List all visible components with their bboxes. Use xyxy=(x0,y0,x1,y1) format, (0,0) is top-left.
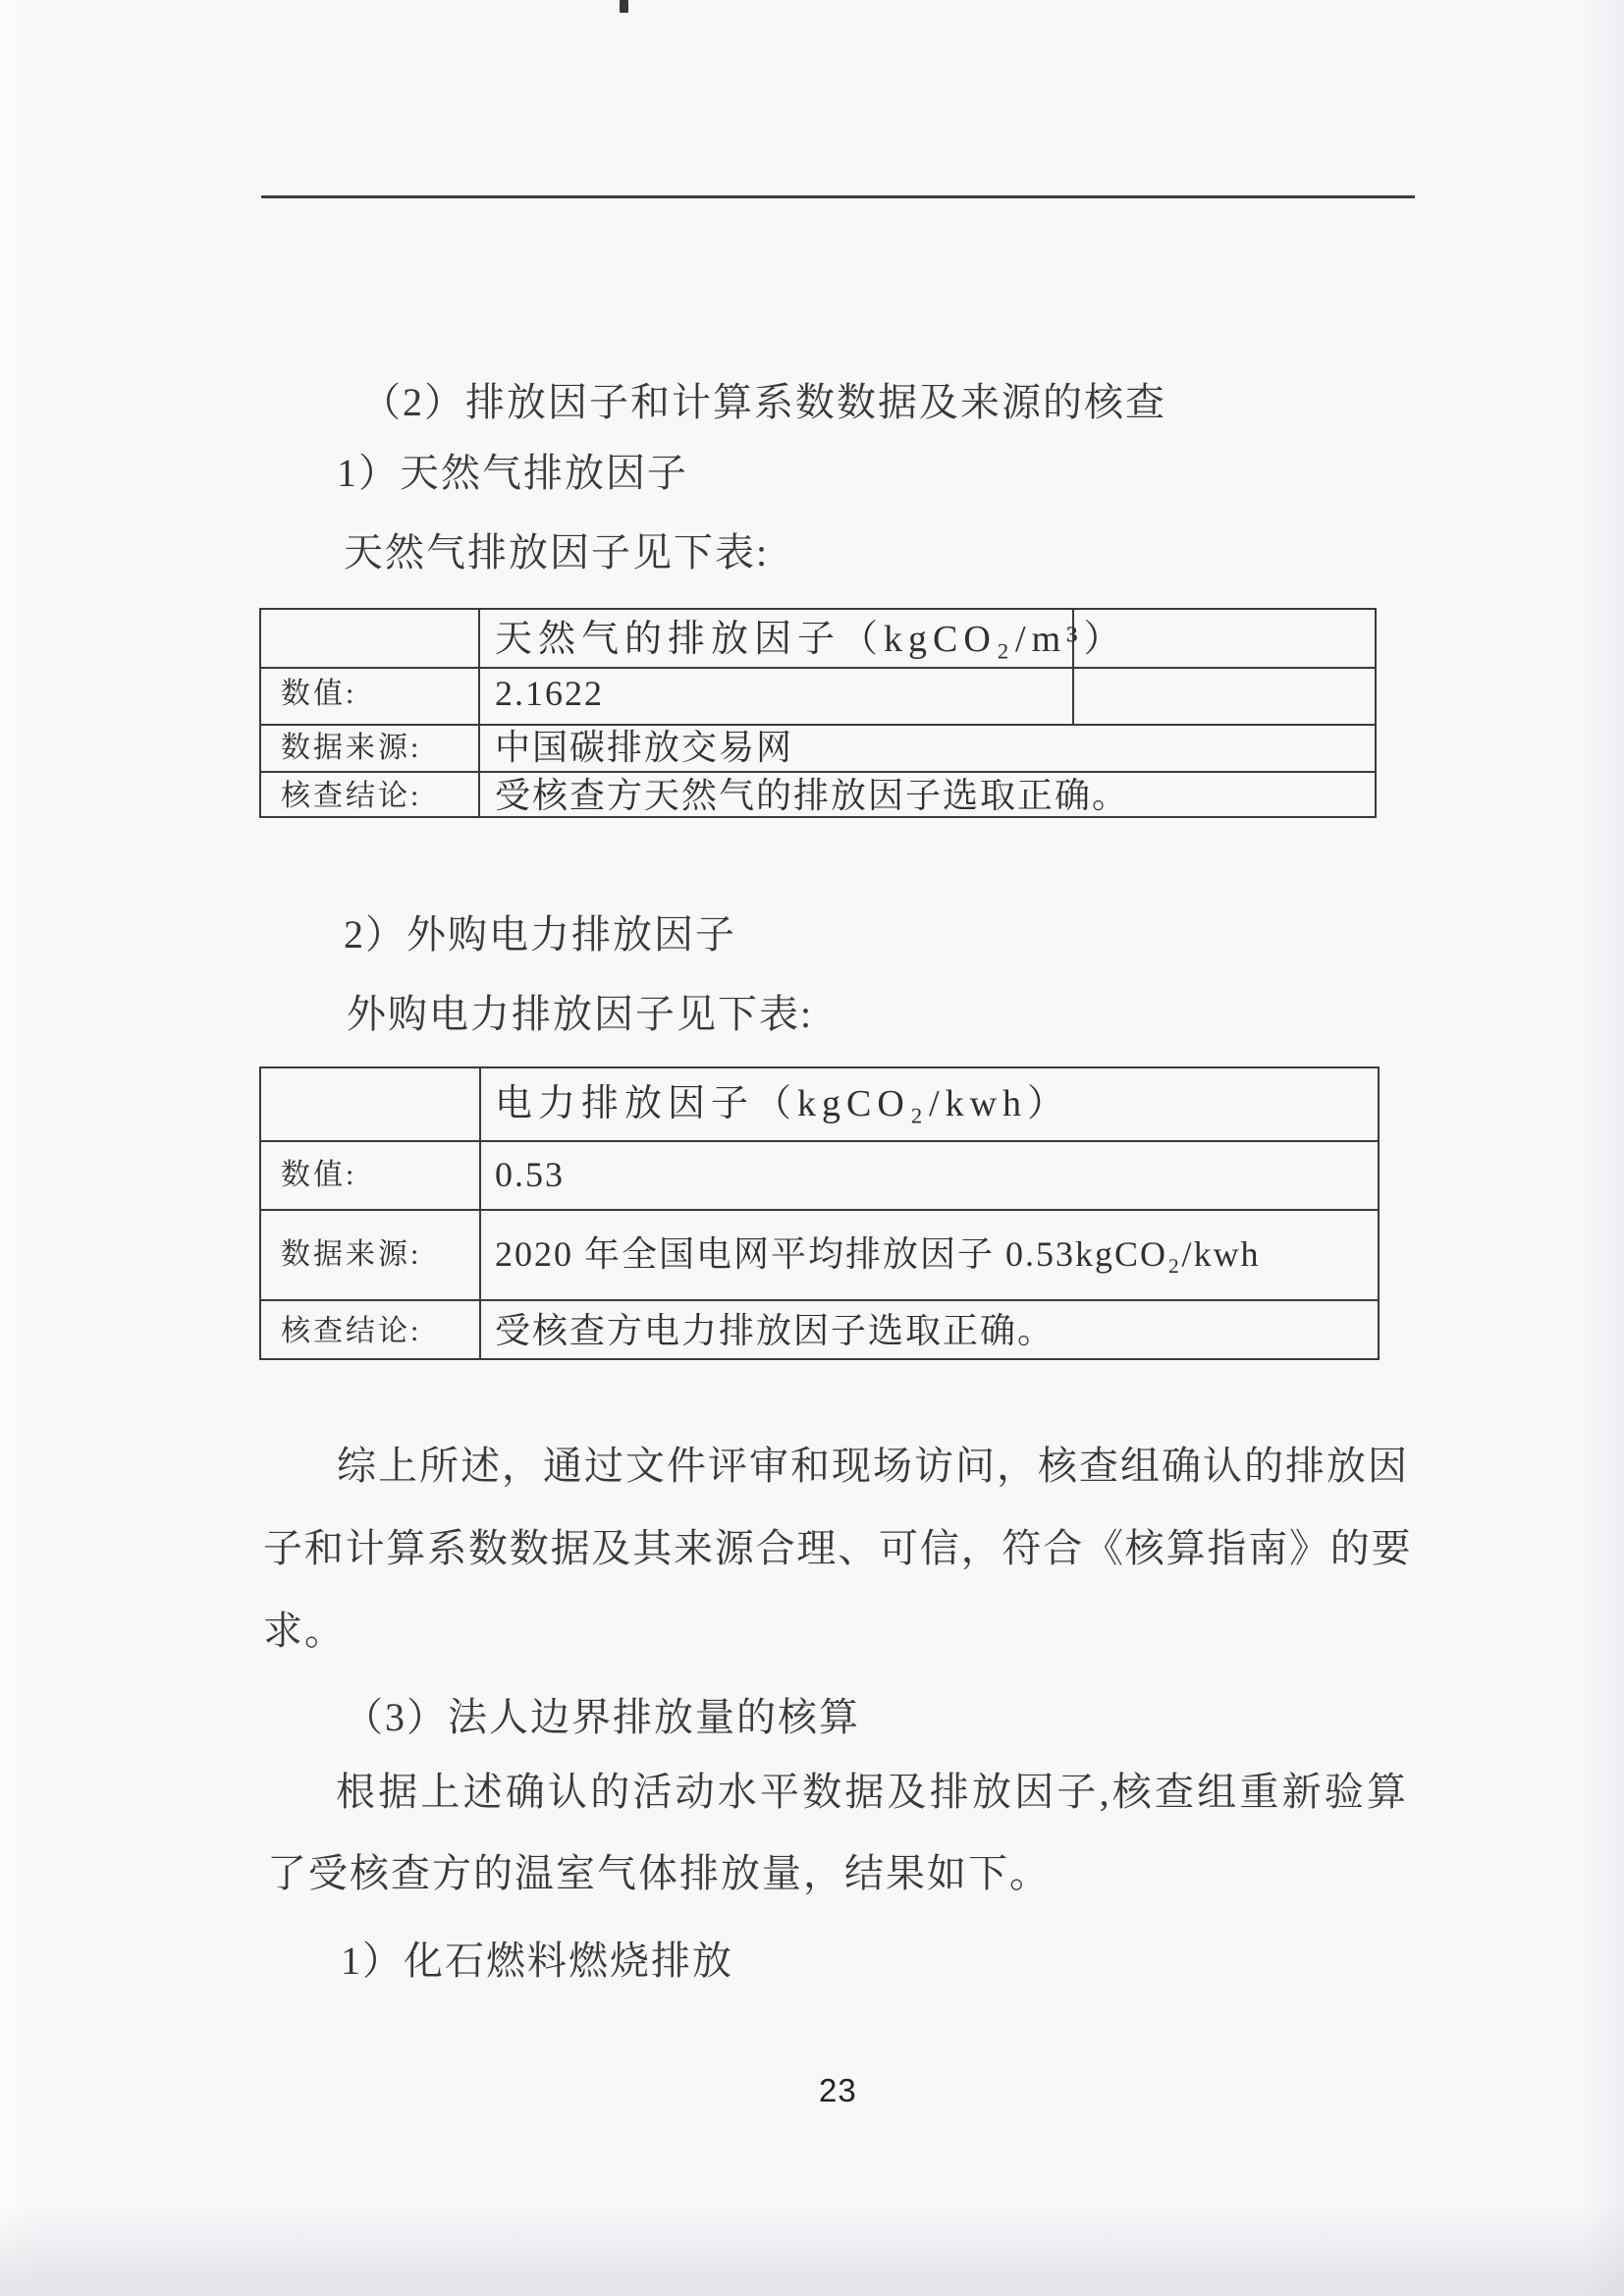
row-value: 2020 年全国电网平均排放因子 0.53kgCO₂/kwh xyxy=(495,1234,1261,1274)
summary-paragraph-line: 综上所述，通过文件评审和现场访问，核查组确认的排放因 xyxy=(337,1444,1409,1488)
table-row-divider xyxy=(261,771,1375,773)
recalculation-paragraph-line: 根据上述确认的活动水平数据及排放因子,核查组重新验算 xyxy=(336,1770,1410,1814)
table-column-divider xyxy=(479,1068,481,1358)
electricity-table-intro: 外购电力排放因子见下表: xyxy=(347,992,814,1036)
summary-paragraph-line: 求。 xyxy=(263,1609,346,1653)
table-row-divider xyxy=(261,1299,1378,1301)
row-value: 受核查方天然气的排放因子选取正确。 xyxy=(495,776,1130,815)
row-label: 数值: xyxy=(281,1159,357,1191)
row-value: 2.1622 xyxy=(495,674,604,713)
row-label: 核查结论: xyxy=(281,780,422,812)
table-row-divider xyxy=(261,1140,1378,1142)
table-row-divider xyxy=(261,1209,1378,1211)
heading-natural-gas-factor: 1）天然气排放因子 xyxy=(337,451,688,495)
row-label: 数值: xyxy=(281,678,357,710)
table-row-divider xyxy=(261,667,1375,669)
recalculation-paragraph-line: 了受核查方的温室气体排放量，结果如下。 xyxy=(267,1851,1051,1895)
scan-artifact-tick xyxy=(620,0,628,13)
heading-fossil-fuel-combustion: 1）化石燃料燃烧排放 xyxy=(341,1939,733,1983)
table-column-divider xyxy=(478,610,480,816)
table-row-divider xyxy=(261,724,1375,726)
electricity-factor-table xyxy=(259,1066,1380,1360)
row-value: 受核查方电力排放因子选取正确。 xyxy=(495,1311,1056,1350)
row-value: 0.53 xyxy=(495,1155,565,1194)
natural-gas-table-intro: 天然气排放因子见下表: xyxy=(344,530,770,574)
table-header-cell: 天然气的排放因子（kgCO₂/m³） xyxy=(495,619,1127,660)
heading-emission-factor-verification: （2）排放因子和计算系数数据及来源的核查 xyxy=(361,380,1166,424)
heading-purchased-electricity-factor: 2）外购电力排放因子 xyxy=(344,912,736,957)
natural-gas-factor-table xyxy=(259,608,1377,818)
page-number: 23 xyxy=(819,2072,857,2108)
row-label: 数据来源: xyxy=(281,1238,422,1271)
table-header-cell: 电力排放因子（kgCO₂/kwh） xyxy=(495,1083,1071,1124)
row-label: 核查结论: xyxy=(281,1315,422,1347)
summary-paragraph-line: 子和计算系数数据及其来源合理、可信，符合《核算指南》的要 xyxy=(263,1526,1413,1570)
row-label: 数据来源: xyxy=(281,732,422,764)
row-value: 中国碳排放交易网 xyxy=(495,728,794,767)
heading-legal-boundary-accounting: （3）法人边界排放量的核算 xyxy=(344,1695,860,1739)
header-rule xyxy=(261,195,1415,198)
